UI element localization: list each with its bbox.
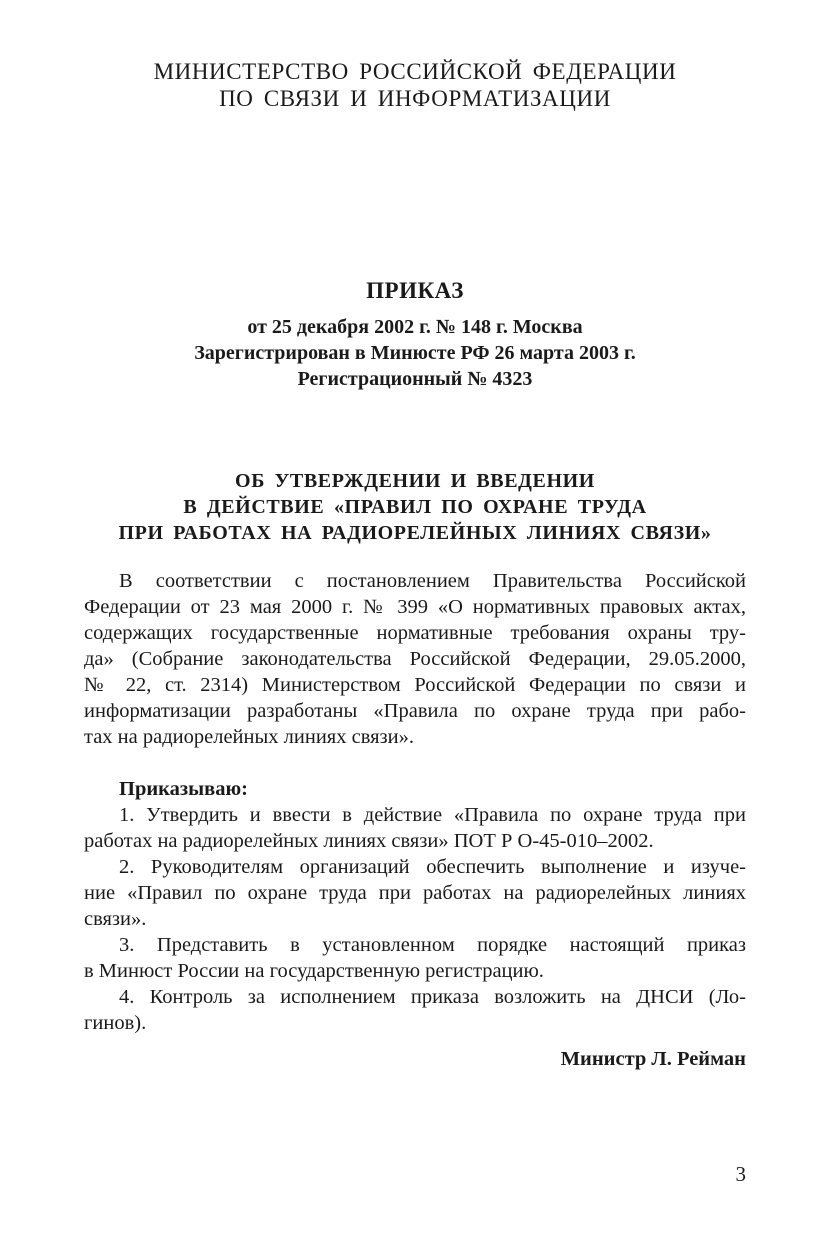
preamble-line: В соответствии с постановлением Правительства Российской <box>119 570 746 592</box>
document-title <box>84 468 746 546</box>
document-title-line-2: В ДЕЙСТВИЕ «ПРАВИЛ ПО ОХРАНЕ ТРУДА <box>183 496 647 518</box>
order-title: ПРИКАЗ <box>366 278 464 303</box>
decree-item-2 <box>84 854 746 932</box>
decree-item-line: связи». <box>84 908 147 930</box>
decree-item-line: работах на радиорелейных линиях связи» ПОТ Р О-45-010–2002. <box>84 830 654 852</box>
decree-item-line: 1. Утвердить и ввести в действие «Правила по охране труда при <box>119 804 746 826</box>
paragraph-gap <box>84 750 746 776</box>
order-registered-line: Зарегистрирован в Минюсте РФ 26 марта 2003 г. <box>194 342 636 364</box>
decree-item-1 <box>84 802 746 854</box>
preamble-line: да» (Собрание законодательства Российской Федерации, 29.05.2000, <box>84 648 746 670</box>
decree-item-4 <box>84 984 746 1036</box>
decree-item-line: гинов). <box>84 1012 147 1034</box>
preamble-paragraph <box>84 568 746 750</box>
preamble-line: тах на радиорелейных линиях связи». <box>84 726 414 748</box>
preamble-line: информатизации разработаны «Правила по охране труда при рабо- <box>84 700 746 722</box>
ministry-line-2: ПО СВЯЗИ И ИНФОРМАТИЗАЦИИ <box>219 86 611 111</box>
decree-item-line: ние «Правил по охране труда при работах на радиорелейных линиях <box>84 882 746 904</box>
ministry-header <box>84 58 746 112</box>
order-reg-number-line: Регистрационный № 4323 <box>297 368 533 390</box>
decree-heading: Приказываю: <box>119 778 248 800</box>
signature: Министр Л. Рейман <box>560 1048 746 1070</box>
decree-item-line: 2. Руководителям организаций обеспечить выполнение и изуче- <box>119 856 746 878</box>
preamble-line: № 22, ст. 2314) Министерством Российской Федерации по связи и <box>84 674 746 696</box>
decree-item-line: 3. Представить в установленном порядке настоящий приказ <box>119 934 746 956</box>
document-title-line-1: ОБ УТВЕРЖДЕНИИ И ВВЕДЕНИИ <box>235 470 595 492</box>
ministry-line-1: МИНИСТЕРСТВО РОССИЙСКОЙ ФЕДЕРАЦИИ <box>153 59 677 84</box>
page-number: 3 <box>735 1162 746 1186</box>
order-date-line: от 25 декабря 2002 г. № 148 г. Москва <box>247 316 583 338</box>
order-meta <box>84 314 746 392</box>
document-body <box>84 568 746 1036</box>
decree-item-line: 4. Контроль за исполнением приказа возложить на ДНСИ (Ло- <box>119 986 746 1008</box>
decree-item-line: в Минюст России на государственную регистрацию. <box>84 960 544 982</box>
document-page <box>84 0 746 1240</box>
decree-item-3 <box>84 932 746 984</box>
document-title-line-3: ПРИ РАБОТАХ НА РАДИОРЕЛЕЙНЫХ ЛИНИЯХ СВЯЗИ» <box>118 522 712 544</box>
preamble-line: Федерации от 23 мая 2000 г. № 399 «О нормативных правовых актах, <box>84 596 746 618</box>
preamble-line: содержащих государственные нормативные требования охраны тру- <box>84 622 746 644</box>
